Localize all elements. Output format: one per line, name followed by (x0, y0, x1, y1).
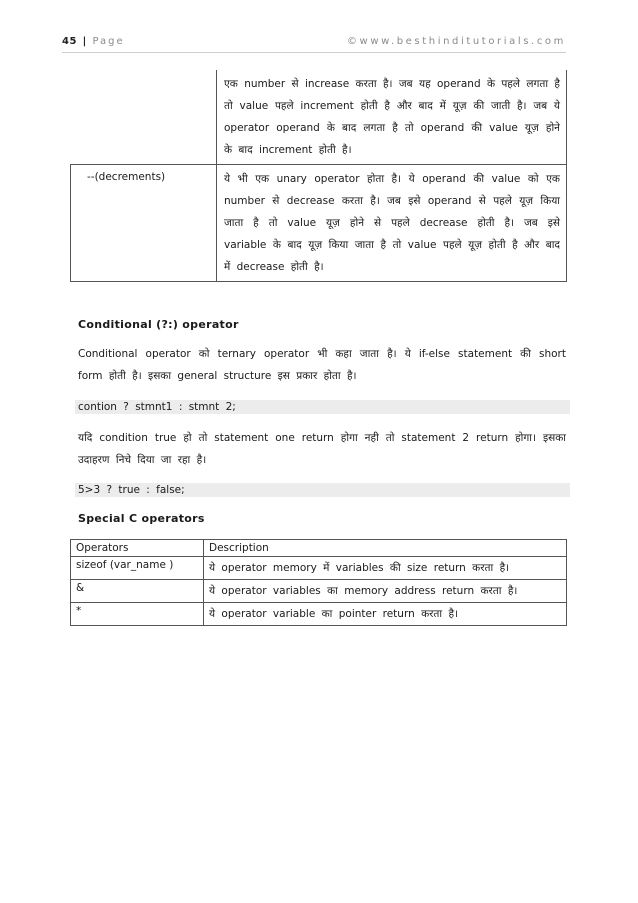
example-code-block: 5>3 ? true : false; (75, 483, 570, 497)
description-cell: एक number से increase करता है। जब यह operand के पहले लगता है तो value पहले increment होती है और बाद में यूज़ की जाती है। जब ये operator operand के बाद लगता है तो operand की value यूज़ होने के बाद increment होती है। (217, 70, 567, 165)
operator-cell: --(decrements) (71, 165, 217, 282)
table-row (71, 580, 567, 603)
site-watermark: ©www.besthinditutorials.com (346, 36, 566, 47)
conditional-intro: Conditional operator को ternary operator भी कहा जाता है। ये if-else statement की short form होती है। इसका general structure इस प्रकार होता है। (78, 348, 566, 382)
operator-cell: & (71, 580, 204, 603)
table-row (71, 165, 567, 282)
page-separator: | (82, 36, 87, 47)
description-cell: ये operator variable का pointer return करता है। (204, 603, 567, 626)
syntax-code-block: contion ? stmnt1 : stmnt 2; (75, 400, 570, 414)
conditional-heading: Conditional (?:) operator (78, 318, 239, 331)
description-cell: ये operator variables का memory address return करता है। (204, 580, 567, 603)
column-header-operators: Operators (71, 540, 204, 557)
special-operators-table (70, 539, 567, 626)
table-header-row (71, 540, 567, 557)
table-row (71, 70, 567, 165)
description-cell: ये भी एक unary operator होता है। ये operand की value को एक number से decrease करता है। जब इसे operand से पहले यूज़ किया जाता है तो value यूज़ होने से पहले decrease होती है। जब इसे variable के बाद यूज़ किया जाता है तो value पहले यूज़ होती है और बाद में decrease होती है। (217, 165, 567, 282)
page-header (62, 36, 566, 53)
conditional-explanation: यदि condition true हो तो statement one return होगा नही तो statement 2 return होगा। इसका उदाहरण निचे दिया जा रहा है। (78, 432, 566, 466)
table-row (71, 603, 567, 626)
operators-table (70, 70, 567, 282)
table-row (71, 557, 567, 580)
special-operators-heading: Special C operators (78, 512, 205, 525)
column-header-description: Description (204, 540, 567, 557)
page-number: 45 (62, 36, 77, 47)
operator-cell (71, 70, 217, 165)
description-cell: ये operator memory में variables की size return करता है। (204, 557, 567, 580)
operator-cell: * (71, 603, 204, 626)
page-label: Page (92, 36, 125, 47)
operator-cell: sizeof (var_name ) (71, 557, 204, 580)
